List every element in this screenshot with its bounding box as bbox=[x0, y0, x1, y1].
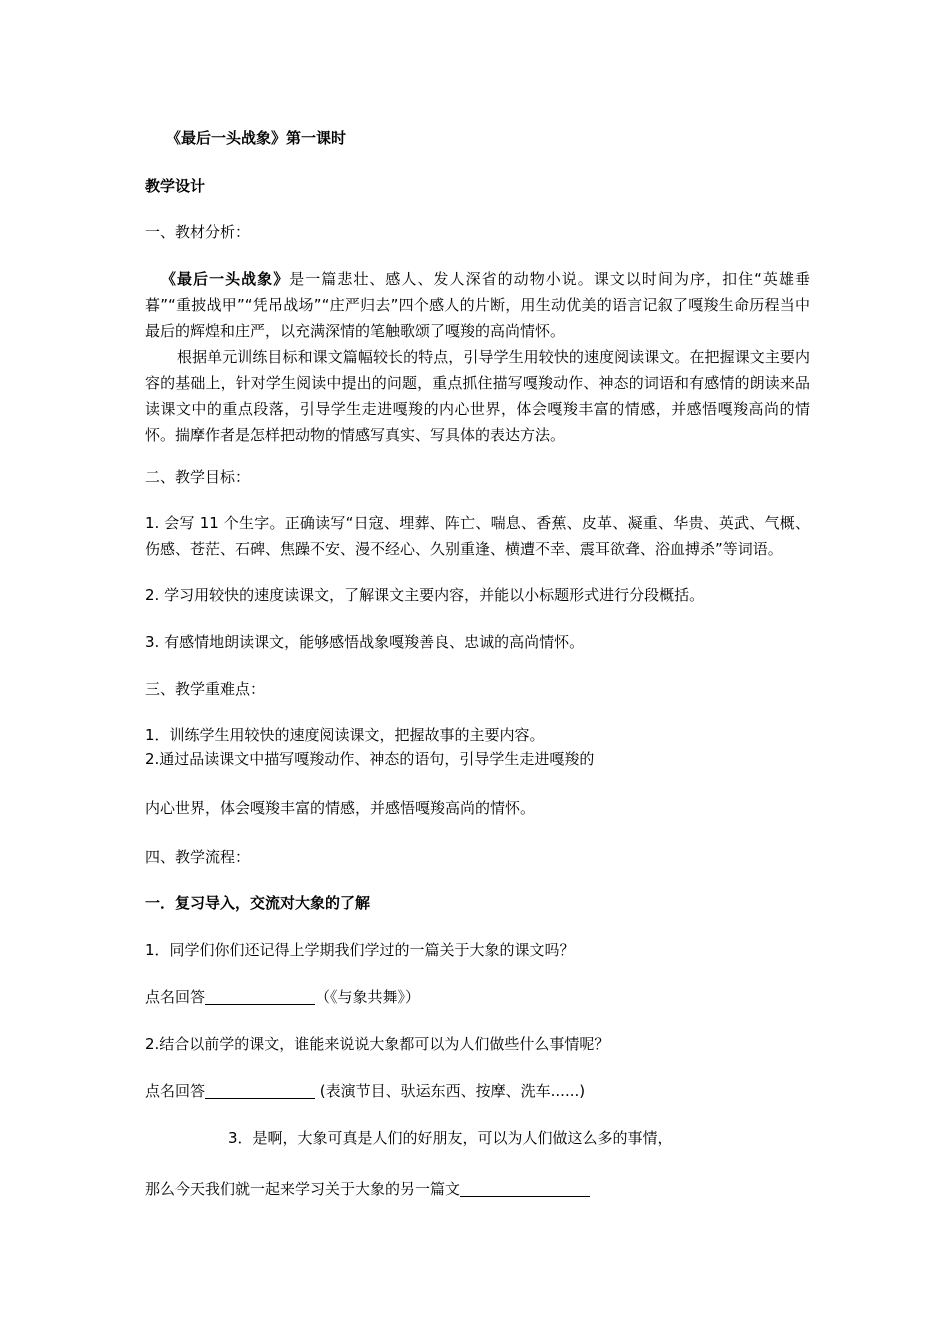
key-point-1: 1．训练学生用较快的速度阅读课文，把握故事的主要内容。 bbox=[145, 726, 545, 744]
answer-2-label: 点名回答 bbox=[145, 1082, 206, 1100]
answer-1-blank[interactable] bbox=[205, 988, 315, 1005]
document-title: 《最后一头战象》第一课时 bbox=[166, 129, 347, 147]
answer-1-label: 点名回答 bbox=[145, 988, 206, 1006]
answer-2 bbox=[145, 1080, 815, 1102]
section2-heading: 二、教学目标： bbox=[145, 468, 251, 486]
answer-1-note: （《与象共舞》） bbox=[315, 988, 421, 1006]
goal-1: 1. 会写 11 个生字。正确读写“日寇、埋葬、阵亡、喘息、香蕉、皮革、凝重、华贵、英武、气概、伤感、苍茫、石碑、焦躁不安、漫不经心、久别重逢、横遭不幸、震耳欲聋、浴血搏杀”等词语。 bbox=[145, 514, 810, 558]
question-1: 1．同学们你们还记得上学期我们学过的一篇关于大象的课文吗？ bbox=[145, 941, 575, 959]
key-point-2: 2.通过品读课文中描写嘎羧动作、神态的语句，引导学生走进嘎羧的 bbox=[145, 750, 595, 768]
goal-3: 3. 有感情地朗读课文，能够感悟战象嘎羧善良、忠诚的高尚情怀。 bbox=[145, 633, 585, 651]
analysis-paragraph-2: 根据单元训练目标和课文篇幅较长的特点，引导学生用较快的速度阅读课文。在把握课文主要内容的基础上，针对学生阅读中提出的问题，重点抓住描写嘎羧动作、神态的词语和有感情的朗读来品读课文中的重点段落，引导学生走进嘎羧的内心世界，体会嘎羧丰富的情感，并感悟嘎羧高尚的情怀。揣摩作者是怎样把动物的情感写真实、写具体的表达方法。 bbox=[145, 348, 810, 444]
section4-heading: 四、教学流程： bbox=[145, 848, 251, 866]
analysis-paragraph-1 bbox=[145, 266, 810, 344]
answer-2-note: (表演节目、驮运东西、按摩、洗车......) bbox=[315, 1082, 586, 1100]
statement-3-continued-text: 那么今天我们就一起来学习关于大象的另一篇文 bbox=[145, 1180, 461, 1198]
analysis-paragraph-1-text: 是一篇悲壮、感人、发人深省的动物小说。课文以时间为序，扣住“英雄垂暮”“重披战甲”“凭吊战场”“庄严归去”四个感人的片断，用生动优美的语言记叙了嘎羧生命历程当中最后的辉煌和庄严，以充满深情的笔触歌颂了嘎羧的高尚情怀。 bbox=[145, 270, 810, 340]
answer-2-blank[interactable] bbox=[205, 1082, 315, 1099]
key-point-2-continued: 内心世界，体会嘎羧丰富的情感，并感悟嘎羧高尚的情怀。 bbox=[145, 799, 536, 817]
design-heading: 教学设计 bbox=[145, 177, 206, 195]
lesson-title-blank[interactable] bbox=[460, 1180, 590, 1197]
answer-1 bbox=[145, 986, 815, 1008]
question-2: 2.结合以前学的课文，谁能来说说大象都可以为人们做些什么事情呢？ bbox=[145, 1035, 610, 1053]
statement-3-continued bbox=[145, 1178, 815, 1200]
statement-3: 3．是啊，大象可真是人们的好朋友，可以为人们做这么多的事情， bbox=[228, 1129, 673, 1147]
section3-heading: 三、教学重难点： bbox=[145, 680, 266, 698]
step1-heading: 一．复习导入，交流对大象的了解 bbox=[145, 894, 371, 912]
section1-heading: 一、教材分析： bbox=[145, 223, 251, 241]
book-title: 《最后一头战象》 bbox=[161, 270, 290, 288]
goal-2: 2. 学习用较快的速度读课文，了解课文主要内容，并能以小标题形式进行分段概括。 bbox=[145, 586, 705, 604]
